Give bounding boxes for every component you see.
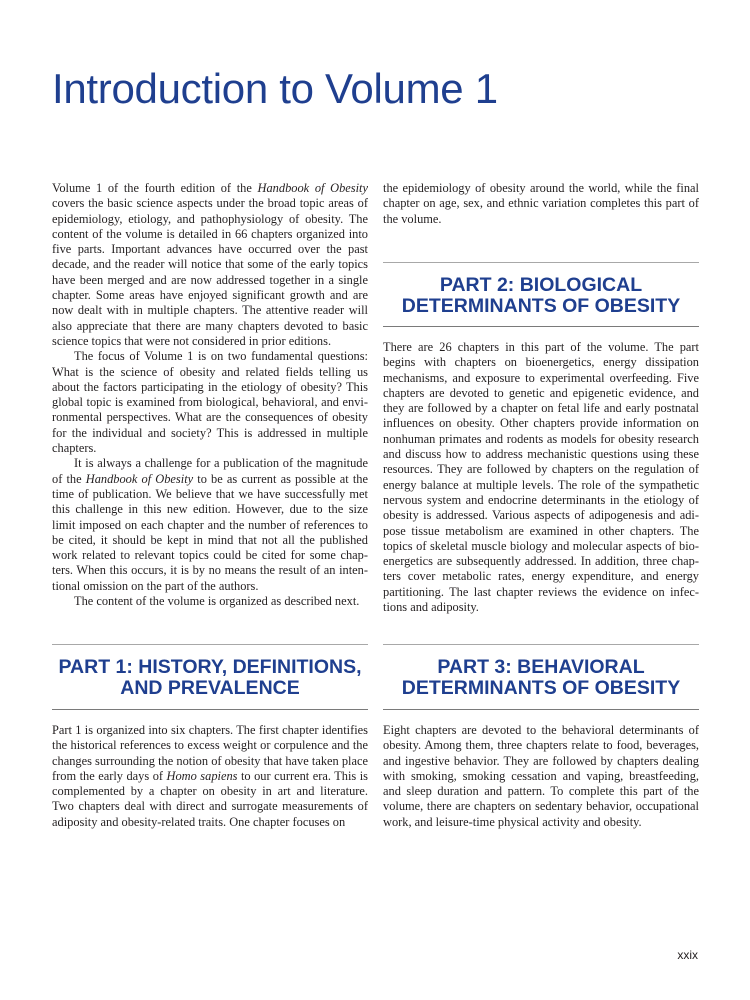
page-title: Introduction to Volume 1 — [52, 65, 498, 112]
intro-paragraph-4: The content of the volume is organized as described next. — [74, 594, 360, 609]
part1-continued-text — [383, 181, 699, 227]
part1-heading: PART 1: HISTORY, DEFINITIONS, AND PREVALENCE — [58, 656, 362, 699]
part3-text-column — [383, 723, 699, 830]
section-divider — [383, 262, 699, 263]
part1-continued-paragraph: the epidemiology of obesity around the world, while the final chapter on age, sex, and ethnic variation completes this part of the volume. — [383, 181, 699, 226]
section-divider — [52, 644, 368, 645]
section-divider — [52, 709, 368, 710]
section-divider — [383, 709, 699, 710]
intro-paragraph-2: The focus of Volume 1 is on two fundamental questions: What is the science of obesity and related fields telling us about the factors participating in the etiology of obesity? This global topic is examined from biological, behavioral, and environmental perspectives. What are the consequences of obesity for the individual and society? This is addressed in multiple chapters. — [52, 349, 368, 456]
section-divider — [383, 644, 699, 645]
part1-text-column — [52, 723, 368, 830]
part3-heading: PART 3: BEHAVIORAL DETERMINANTS OF OBESITY — [401, 656, 681, 699]
intro-paragraph-1: Volume 1 of the fourth edition of the Handbook of Obesity covers the basic science aspects under the broad topic areas of epidemiology, etiology, and pathophysiology of obesity. The content of the volume is detailed in 66 chapters organized into five parts. Important advances have occurred over the past decade, and the reader will notice that some of the early topics have been merged and are now addressed together in a single chapter. Some areas have enjoyed significant growth and are now dealt with in multiple chapters. The attentive reader will also appreciate that there are many chapters devoted to basic science topics that were not considered in prior editions. — [52, 181, 368, 348]
part3-paragraph: Eight chapters are devoted to the behavioral determinants of obesity. Among them, three chapters relate to food, beverages, and ingestive behavior. They are followed by chapters dealing with smoking, smoking cessation and vaping, breastfeeding, and sleep duration and pattern. To complete this part of the volume, there are chapters on sedentary behavior, occupational work, and leisure-time physical activity and obesity. — [383, 723, 699, 829]
part2-paragraph: There are 26 chapters in this part of the volume. The part begins with chapters on bioenergetics, energy dissipation mechanisms, and exposure to experimental overfeeding. Five chapters are devoted to genetic and epigenetic evidence, and they are followed by a chapter on fetal life and early postnatal influences on obesity. Other chapters provide information on nonhuman primates and rodents as models for obesity research and discuss how to address mechanistic questions using these resources. They are followed by chapters on the regulation of energy balance at multiple levels. The role of the sympathetic nervous system and endocrine determinants in the etiology of obesity is addressed. Various aspects of adipogenesis and adipose tissue metabolism are examined in other chapters. The topics of skeletal muscle biology and molecular aspects of bioenergetics are subsequently addressed. In addition, three chapters cover metabolic rates, energy expenditure, and energy partitioning. The last chapter reviews the evidence on infections and adiposity. — [383, 340, 699, 615]
species-emphasis: Homo sapiens — [166, 768, 238, 783]
book-title-emphasis: Handbook of Obesity — [85, 471, 194, 486]
section-divider — [383, 326, 699, 327]
book-title-emphasis: Handbook of Obesity — [257, 181, 368, 195]
page-number: xxix — [677, 948, 698, 962]
part2-heading: PART 2: BIOLOGICAL DETERMINANTS OF OBESITY — [401, 274, 681, 317]
part2-text-column — [383, 340, 699, 615]
intro-text-column — [52, 181, 368, 609]
intro-paragraph-3: It is always a challenge for a publication of the magnitude of the Handbook of Obesity to be as current as possible at the time of publication. We believe that we have successfully met this challenge in this new edition. However, due to the size limit imposed on each chapter and the number of references to be cited, it should be kept in mind that not all the published work related to relevant topics could be cited for some chapters. When this occurs, it is by no means the result of an intentional omission on the part of the authors. — [52, 456, 368, 593]
part1-paragraph: Part 1 is organized into six chapters. The first chapter identifies the historical references to excess weight or corpulence and the changes surrounding the notion of obesity that have taken place from the early days of Homo sapiens to our current era. This is complemented by a chapter on obesity in art and literature. Two chapters deal with direct and surrogate measurements of adiposity and obesity-related traits. One chapter focuses on — [52, 723, 368, 829]
